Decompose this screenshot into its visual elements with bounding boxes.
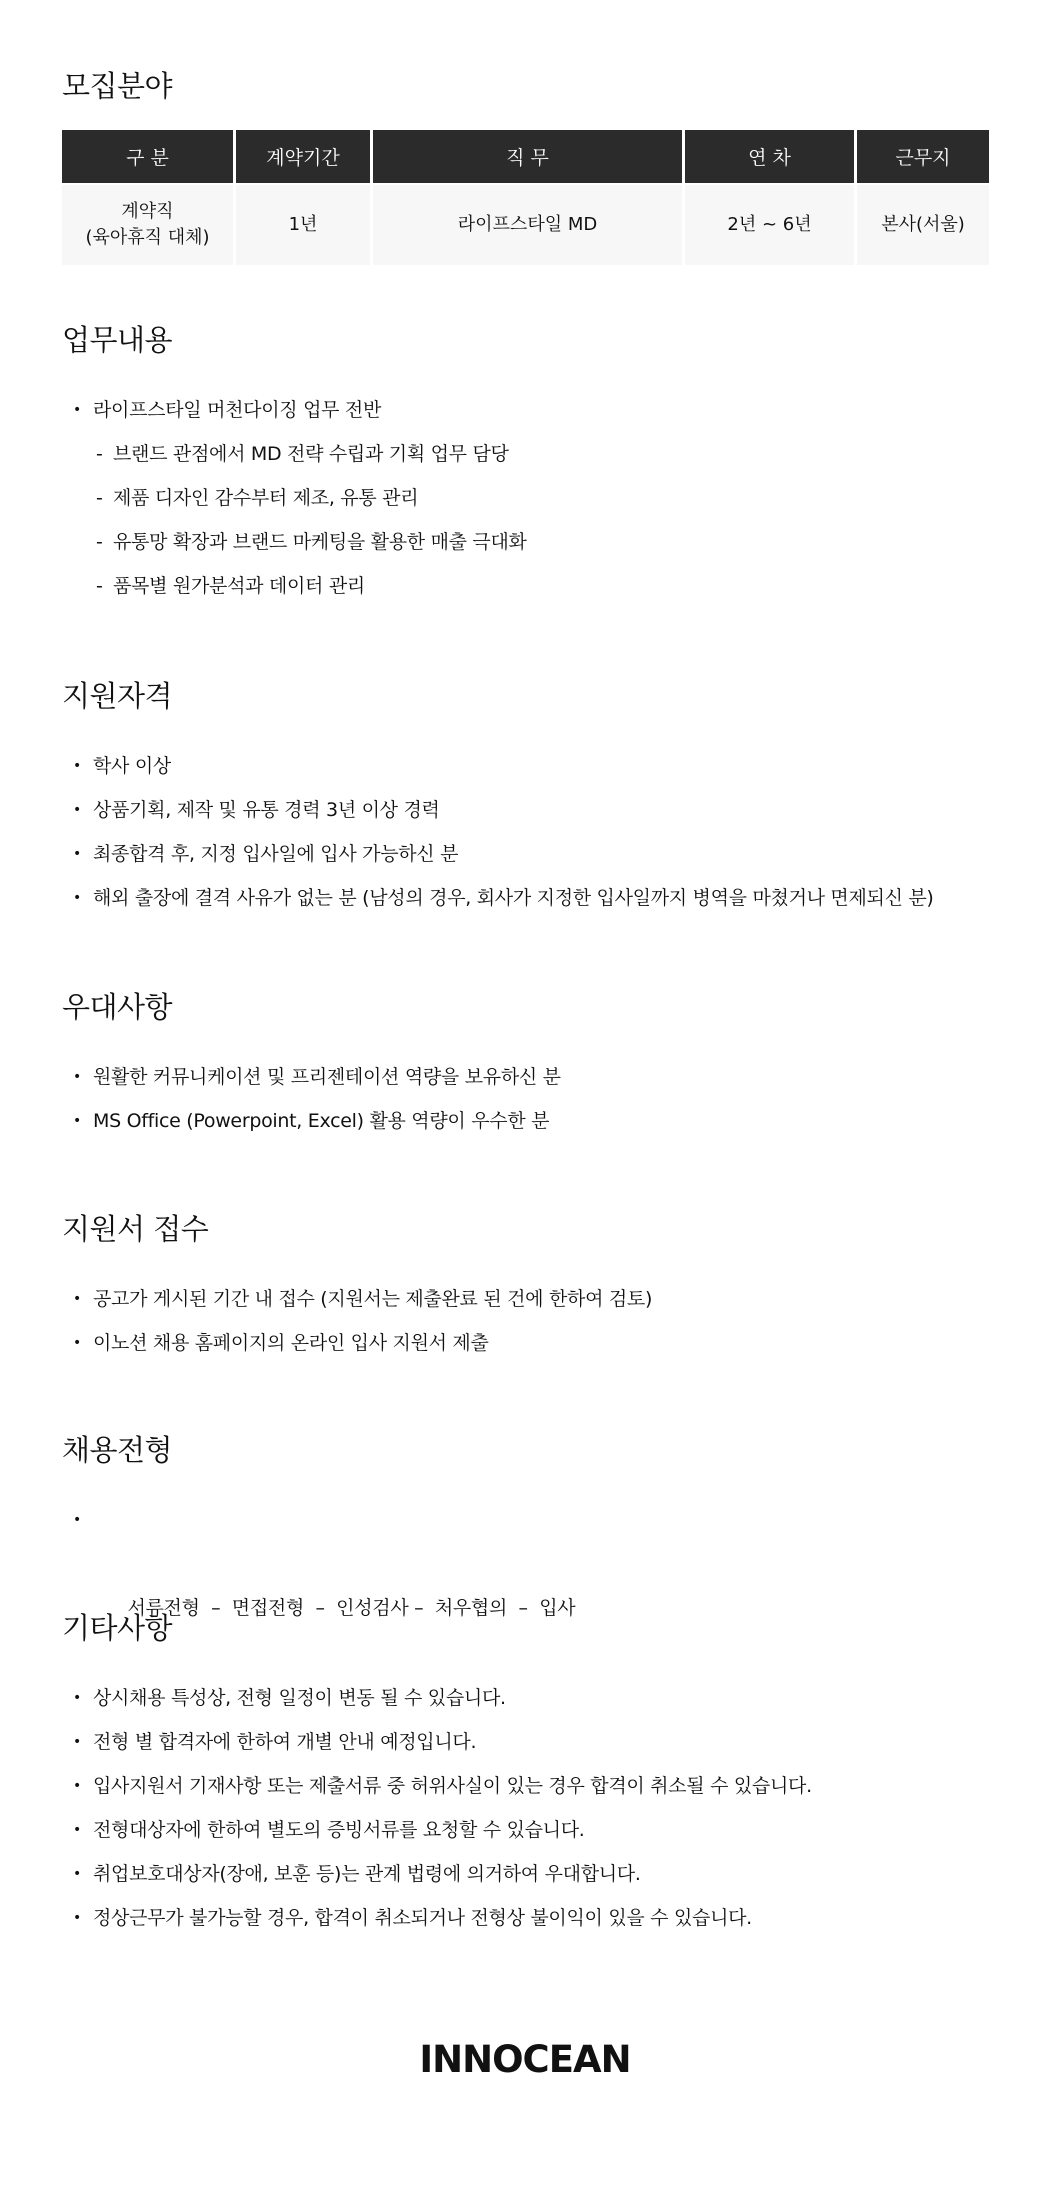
list-item [62,832,934,876]
list-item [62,388,527,432]
list-item-text: 입사지원서 기재사항 또는 제출서류 중 허위사실이 있는 경우 합격이 취소될 수 있습니다. [93,1775,812,1797]
table-header-years: 연 차 [685,130,854,183]
list-item-text: 품목별 원가분석과 데이터 관리 [113,575,365,597]
bullet-icon: • [73,1822,81,1838]
section-title-others: 기타사항 [62,1611,173,1645]
list-item [62,788,934,832]
bullet-icon: • [73,1113,81,1129]
dash-icon: - [96,575,103,597]
dash-icon: - [96,487,103,509]
bullet-icon: • [73,402,81,418]
list-item-text: 상품기획, 제작 및 유통 경력 3년 이상 경력 [93,799,440,821]
table-cell-period: 1년 [236,183,370,265]
innocean-logo: INNOCEAN [419,2038,631,2081]
table-row [62,183,989,265]
list-item-text: 라이프스타일 머천다이징 업무 전반 [93,399,382,421]
list-item [62,744,934,788]
list-item-text: 학사 이상 [93,755,171,777]
qualifications-list [62,744,934,920]
list-item [62,1852,812,1896]
list-item-text: 최종합격 후, 지정 입사일에 입사 가능하신 분 [93,843,459,865]
list-item-text: 이노션 채용 홈페이지의 온라인 입사 지원서 제출 [93,1332,489,1354]
section-title-recruit: 모집분야 [62,69,173,103]
list-item-text: 원활한 커뮤니케이션 및 프리젠테이션 역량을 보유하신 분 [93,1066,561,1088]
list-item [62,1896,812,1940]
list-item [62,1676,812,1720]
bullet-icon: • [73,846,81,862]
table-cell-years: 2년 ~ 6년 [685,183,854,265]
section-title-preferred: 우대사항 [62,990,173,1024]
bullet-icon: • [73,1690,81,1706]
list-item-sub [62,476,527,520]
list-item-text: 브랜드 관점에서 MD 전략 수립과 기획 업무 담당 [113,443,509,465]
table-cell-job: 라이프스타일 MD [373,183,682,265]
bullet-icon: • [73,758,81,774]
list-item-text: 취업보호대상자(장애, 보훈 등)는 관계 법령에 의거하여 우대합니다. [93,1863,641,1885]
section-title-process: 채용전형 [62,1433,173,1467]
section-title-duties: 업무내용 [62,323,173,357]
section-title-application: 지원서 접수 [62,1212,209,1246]
bullet-icon: • [73,1866,81,1882]
recruit-table [59,130,992,265]
bullet-icon: • [73,1069,81,1085]
application-list [62,1277,652,1365]
list-item-text: 상시채용 특성상, 전형 일정이 변동 될 수 있습니다. [93,1687,506,1709]
dash-icon: - [96,443,103,465]
bullet-icon: • [73,802,81,818]
table-cell-type [62,183,233,265]
others-list [62,1676,812,1940]
table-cell-type-line2: (육아휴직 대체) [85,227,210,248]
list-item [62,1055,561,1099]
bullet-icon: • [73,890,81,906]
list-item [62,1321,652,1365]
list-item [62,1764,812,1808]
list-item-text: 공고가 게시된 기간 내 접수 (지원서는 제출완료 된 건에 한하여 검토) [93,1288,653,1310]
table-header-type: 구 분 [62,130,233,183]
dash-icon: - [96,531,103,553]
list-item-sub [62,432,527,476]
list-item-text: MS Office (Powerpoint, Excel) 활용 역량이 우수한 분 [93,1110,550,1132]
bullet-icon: • [73,1335,81,1351]
bullet-icon: • [73,1512,81,1528]
bullet-icon: • [73,1910,81,1926]
table-header-row [62,130,989,183]
list-item [62,1808,812,1852]
list-item-sub [62,564,527,608]
list-item [62,876,934,920]
table-cell-type-line1: 계약직 [121,201,174,222]
bullet-icon: • [73,1778,81,1794]
list-item-text: 제품 디자인 감수부터 제조, 유통 관리 [113,487,419,509]
bullet-icon: • [73,1291,81,1307]
list-item [62,1277,652,1321]
preferred-list [62,1055,561,1143]
list-item [62,1099,561,1143]
bullet-icon: • [73,1734,81,1750]
list-item-text: 서류전형 – 면접전형 – 인성검사 – 처우협의 – 입사 [127,1597,576,1619]
process-list [62,1498,576,1619]
list-item [62,1720,812,1764]
list-item-text: 유통망 확장과 브랜드 마케팅을 활용한 매출 극대화 [113,531,527,553]
list-item-text: 정상근무가 불가능할 경우, 합격이 취소되거나 전형상 불이익이 있을 수 있습니다. [93,1907,752,1929]
list-item-sub [62,520,527,564]
list-item-text: 해외 출장에 결격 사유가 없는 분 (남성의 경우, 회사가 지정한 입사일까지 병역을 마쳤거나 면제되신 분) [93,887,934,909]
list-item-text: 전형대상자에 한하여 별도의 증빙서류를 요청할 수 있습니다. [93,1819,585,1841]
table-cell-location: 본사(서울) [857,183,989,265]
section-title-qualifications: 지원자격 [62,679,173,713]
table-header-period: 계약기간 [236,130,370,183]
duties-list [62,388,527,608]
table-header-location: 근무지 [857,130,989,183]
table-header-job: 직 무 [373,130,682,183]
list-item-text: 전형 별 합격자에 한하여 개별 안내 예정입니다. [93,1731,477,1753]
list-item [62,1498,576,1619]
